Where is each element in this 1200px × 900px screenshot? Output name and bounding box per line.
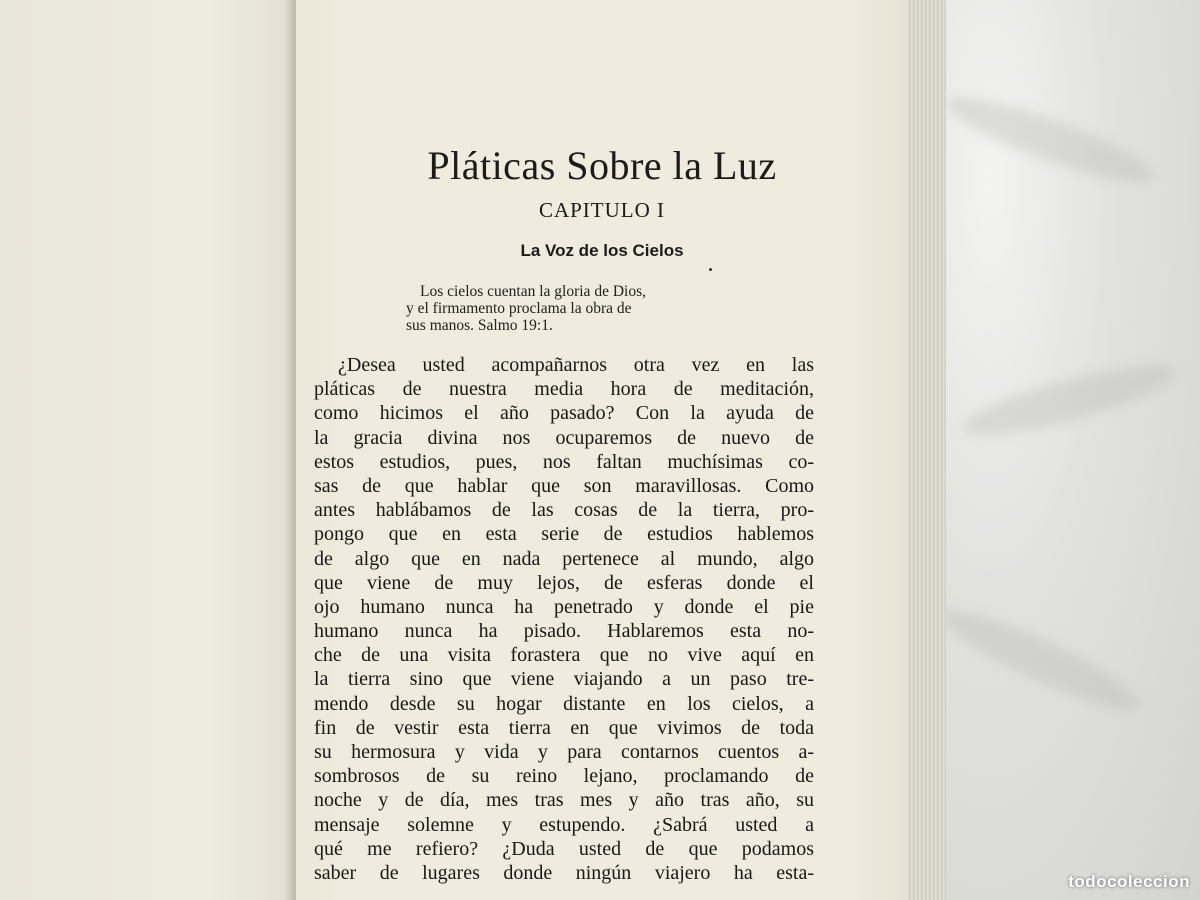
body-paragraph: [314, 353, 814, 885]
body-line: qué me refiero? ¿Duda usted de que podamos: [314, 837, 814, 860]
section-heading: La Voz de los Cielos: [520, 241, 684, 260]
body-line: la tierra sino que viene viajando a un paso tre-: [314, 668, 814, 691]
body-line: sombrosos de su reino lejano, proclamando de: [314, 765, 814, 788]
epigraph-line: sus manos. Salmo 19:1.: [406, 317, 553, 334]
body-line: de algo que en nada pertenece al mundo, algo: [314, 547, 814, 570]
epigraph-line: Los cielos cuentan la gloria de Dios,: [420, 283, 646, 300]
body-line: su hermosura y vida y para contarnos cuentos a-: [314, 741, 814, 763]
cloth-fold: [940, 84, 1160, 197]
body-line: mensaje solemne y estupendo. ¿Sabrá usted a: [314, 813, 814, 836]
body-line: mendo desde su hogar distante en los cielos, a: [314, 692, 814, 715]
body-line: como hicimos el año pasado? Con la ayuda de: [314, 402, 814, 425]
book-title: Pláticas Sobre la Luz: [427, 143, 777, 188]
epigraph: [392, 283, 724, 334]
watermark: todocoleccion: [1068, 872, 1190, 891]
body-line: sas de que hablar que son maravillosas. Como: [314, 474, 814, 497]
body-line: pláticas de nuestra media hora de meditación,: [314, 378, 814, 401]
left-page: [0, 0, 300, 900]
body-line: estos estudios, pues, nos faltan muchísimas co-: [314, 450, 814, 473]
body-line: saber de lugares donde ningún viajero ha esta-: [314, 861, 814, 884]
body-line: ¿Desea usted acompañarnos otra vez en las: [338, 354, 814, 376]
body-line: fin de vestir esta tierra en que vivimos de toda: [314, 716, 814, 739]
chapter-heading: CAPITULO I: [538, 198, 666, 222]
body-line: noche y de día, mes tras mes y año tras año, su: [314, 789, 814, 812]
cloth-fold: [932, 595, 1148, 724]
body-line: que viene de muy lejos, de esferas donde el: [314, 571, 814, 594]
body-line: la gracia divina nos ocuparemos de nuevo de: [314, 426, 814, 449]
body-line: ojo humano nunca ha penetrado y donde el pie: [314, 595, 814, 618]
cloth-fold: [959, 352, 1182, 448]
body-line: che de una visita forastera que no vive aquí en: [314, 644, 814, 667]
right-page: [296, 0, 908, 900]
ink-speck: [709, 268, 712, 271]
epigraph-line: y el firmamento proclama la obra de: [406, 300, 632, 317]
body-line: antes hablábamos de las cosas de la tierra, pro-: [314, 499, 814, 522]
body-line: pongo que en esta serie de estudios hablemos: [314, 523, 814, 546]
body-line: humano nunca ha pisado. Hablaremos esta no-: [314, 620, 814, 643]
